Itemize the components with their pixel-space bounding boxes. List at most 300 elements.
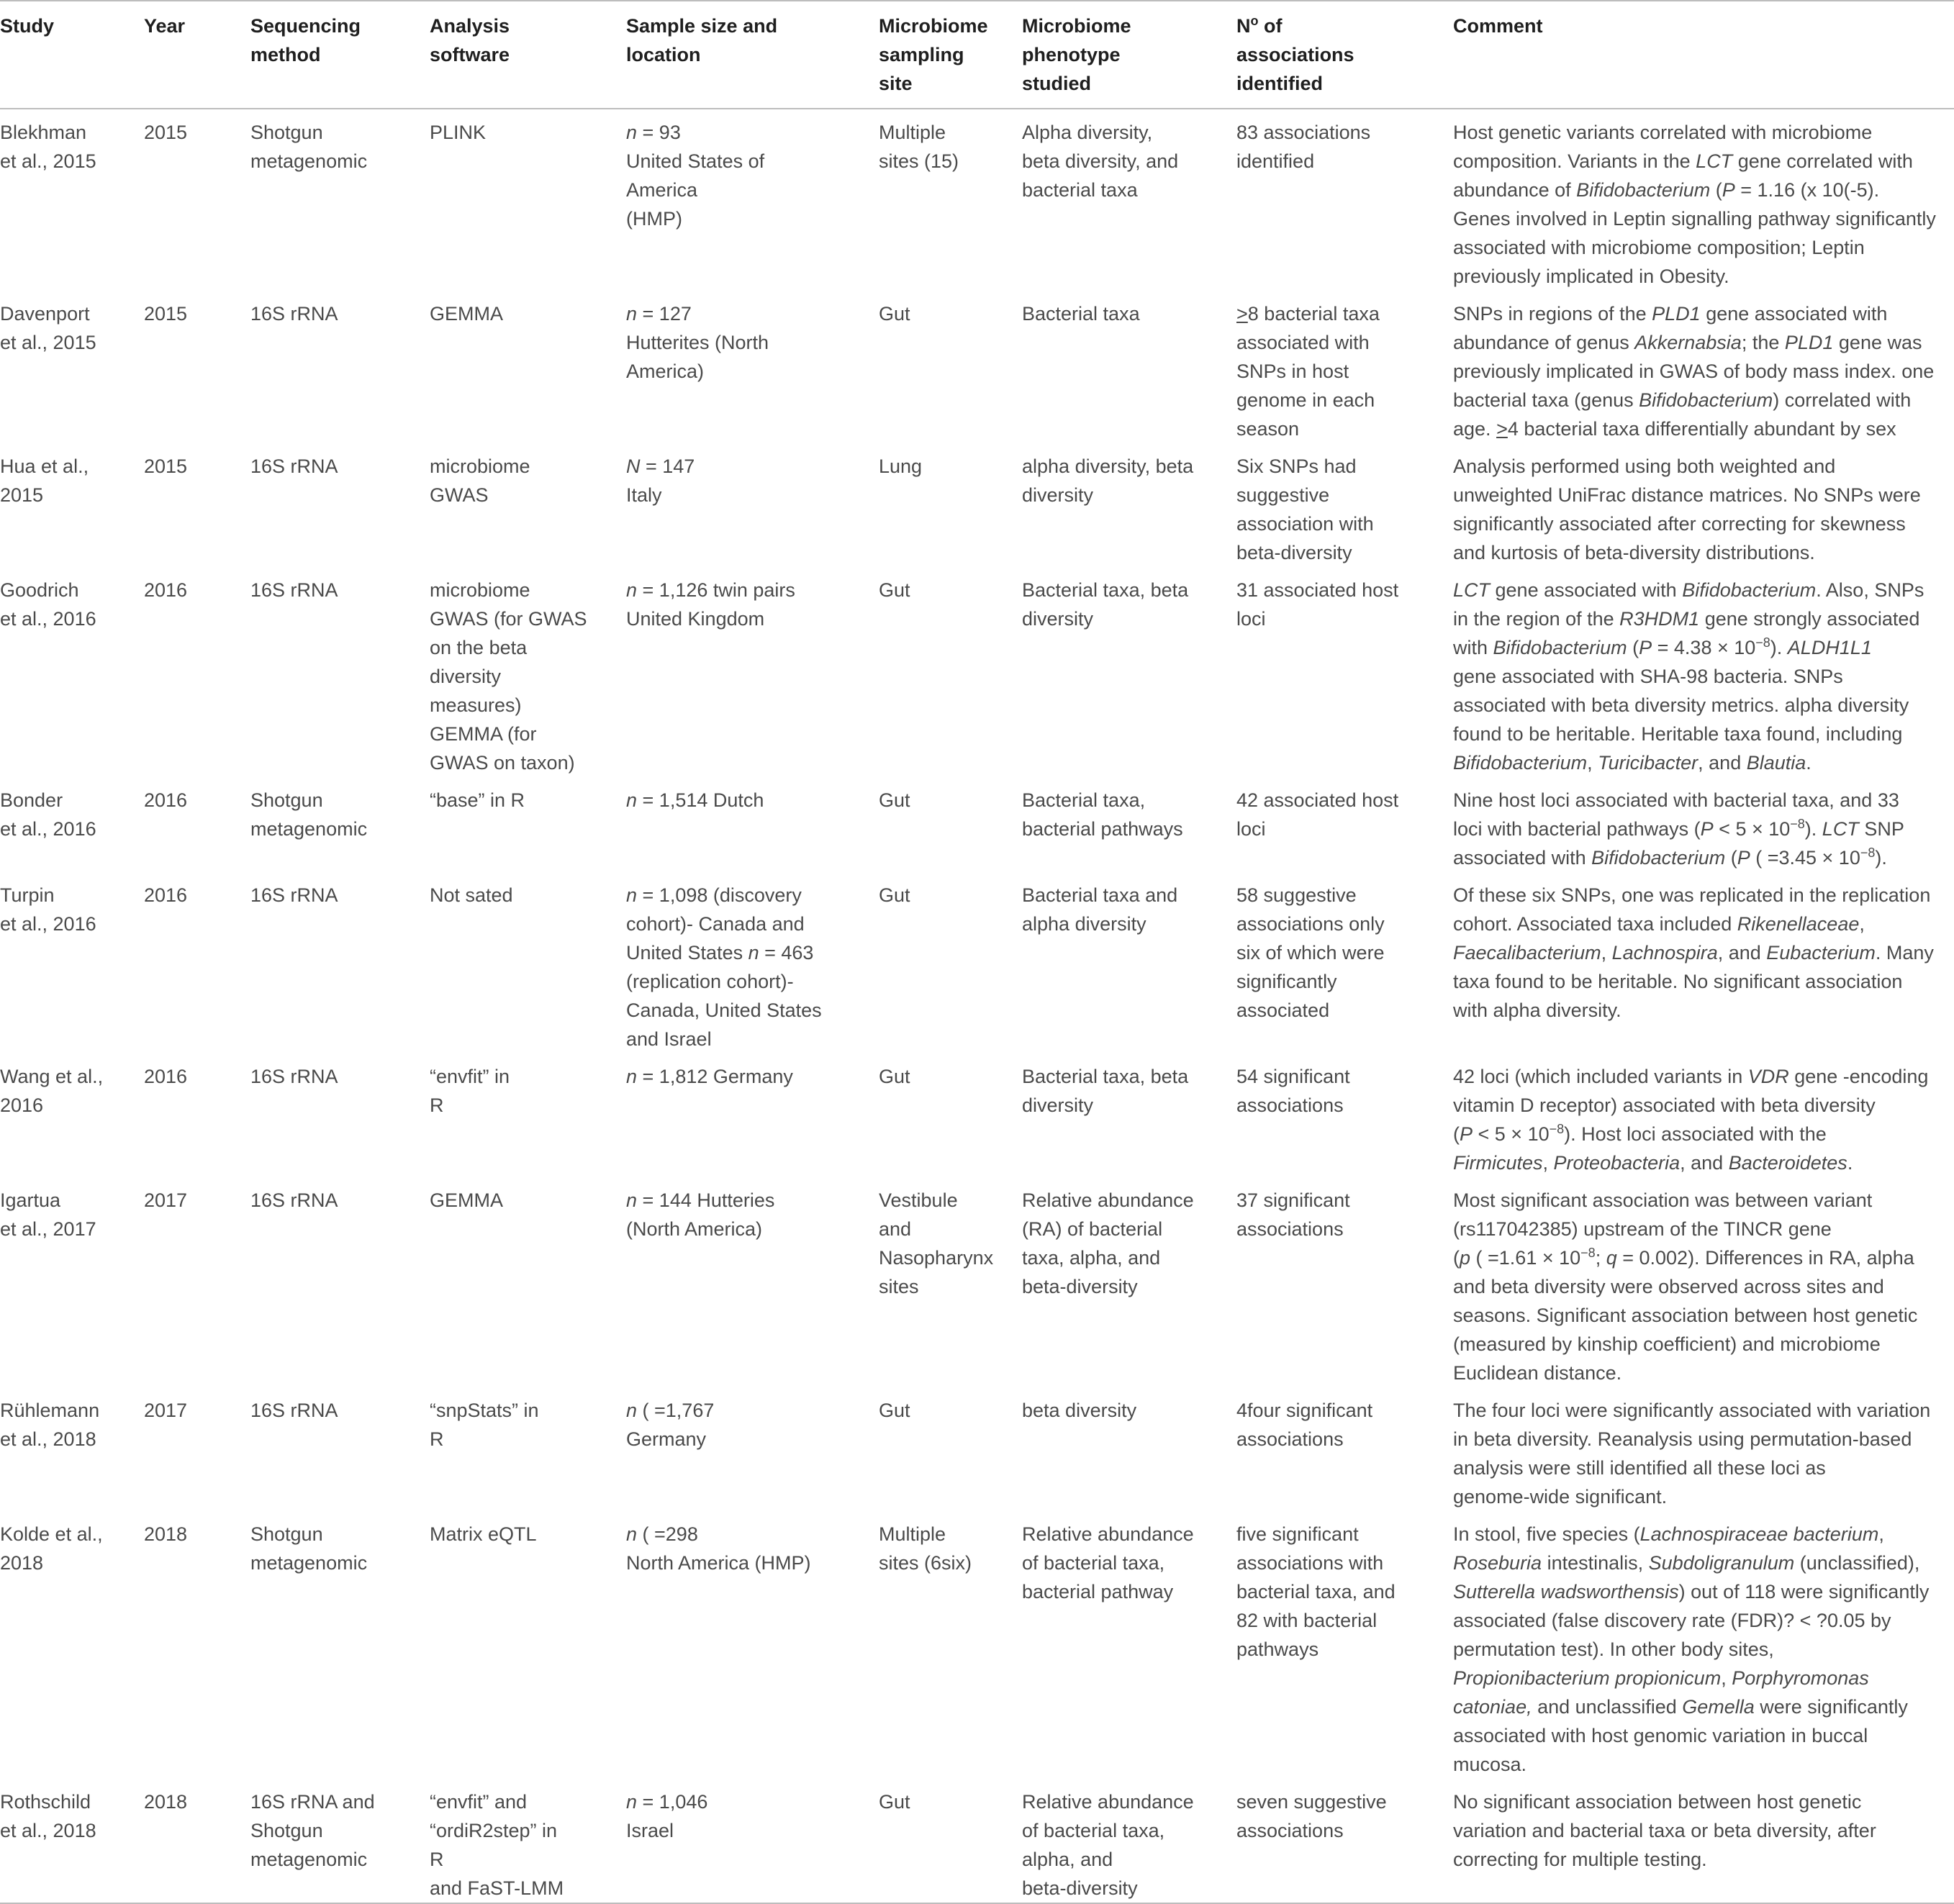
cell-sample xyxy=(626,291,879,443)
cell-phenotype xyxy=(1022,777,1236,872)
cell-line: 2015 xyxy=(144,122,188,143)
cell-line: associations xyxy=(1236,1820,1344,1841)
cell-line: In stool, five species (Lachnospiraceae bacterium, xyxy=(1453,1523,1884,1545)
cell-assoc xyxy=(1236,443,1453,567)
cell-line: (measured by kinship coefficient) and microbiome xyxy=(1453,1333,1881,1355)
cell-line: Not sated xyxy=(430,884,513,906)
column-header-line: associations xyxy=(1236,44,1354,65)
cell-line: 82 with bacterial xyxy=(1236,1610,1378,1631)
cell-line: “envfit” and xyxy=(430,1791,528,1813)
cell-line: Bonder xyxy=(0,789,63,811)
cell-line: et al., 2016 xyxy=(0,818,96,840)
cell-line: et al., 2017 xyxy=(0,1218,96,1240)
table-row xyxy=(0,777,1954,872)
cell-line: loci xyxy=(1236,818,1266,840)
cell-software xyxy=(430,1177,626,1387)
cell-software xyxy=(430,443,626,567)
cell-line: previously implicated in GWAS of body mass index. one xyxy=(1453,361,1935,382)
cell-line: Shotgun xyxy=(250,1820,323,1841)
cell-line: Igartua xyxy=(0,1189,61,1211)
cell-study xyxy=(0,777,144,872)
cell-line: 2016 xyxy=(144,1066,188,1087)
cell-line: seven suggestive xyxy=(1236,1791,1387,1813)
cell-sample xyxy=(626,1177,879,1387)
column-header-line: method xyxy=(250,44,321,65)
cell-year xyxy=(144,291,250,443)
cell-line: 16S rRNA xyxy=(250,1189,338,1211)
cell-line: Rühlemann xyxy=(0,1400,100,1421)
cell-site xyxy=(879,1779,1022,1903)
cell-line: associations xyxy=(1236,1094,1344,1116)
cell-line: previously implicated in Obesity. xyxy=(1453,266,1729,287)
table-row xyxy=(0,1053,1954,1177)
cell-line: Gut xyxy=(879,884,910,906)
column-header-line: Comment xyxy=(1453,15,1543,37)
cell-comment xyxy=(1453,1053,1954,1177)
cell-line: 16S rRNA xyxy=(250,455,338,477)
cell-line: North America (HMP) xyxy=(626,1552,811,1574)
cell-line: et al., 2018 xyxy=(0,1428,96,1450)
cell-line: n ( =298 xyxy=(626,1523,698,1545)
cell-line: n = 144 Hutteries xyxy=(626,1189,775,1211)
cell-assoc xyxy=(1236,109,1453,291)
cell-comment xyxy=(1453,109,1954,291)
cell-line: bacterial taxa (genus Bifidobacterium) correlated with xyxy=(1453,389,1912,411)
cell-software xyxy=(430,1387,626,1511)
cell-method xyxy=(250,1177,430,1387)
cell-year xyxy=(144,872,250,1053)
cell-comment xyxy=(1453,1779,1954,1903)
cell-line: Euclidean distance. xyxy=(1453,1362,1622,1384)
column-header-study xyxy=(0,1,144,109)
cell-phenotype xyxy=(1022,872,1236,1053)
cell-method xyxy=(250,1387,430,1511)
cell-line: (RA) of bacterial xyxy=(1022,1218,1163,1240)
cell-line: alpha diversity xyxy=(1022,913,1146,935)
cell-phenotype xyxy=(1022,291,1236,443)
cell-line: (replication cohort)- xyxy=(626,971,794,992)
cell-line: (North America) xyxy=(626,1218,763,1240)
cell-line: taxa, alpha, and xyxy=(1022,1247,1161,1269)
cell-line: 2018 xyxy=(144,1791,188,1813)
cell-line: and FaST-LMM xyxy=(430,1877,564,1899)
column-header-line: Microbiome xyxy=(1022,15,1131,37)
cell-line: GEMMA xyxy=(430,303,504,325)
cell-line: Goodrich xyxy=(0,579,79,601)
cell-line: season xyxy=(1236,418,1300,440)
cell-line: Israel xyxy=(626,1820,674,1841)
cell-line: Host genetic variants correlated with microbiome xyxy=(1453,122,1873,143)
cell-sample xyxy=(626,109,879,291)
column-header-phenotype xyxy=(1022,1,1236,109)
cell-software xyxy=(430,777,626,872)
cell-line: Matrix eQTL xyxy=(430,1523,537,1545)
column-header-line: Microbiome xyxy=(879,15,988,37)
cell-line: Bacterial taxa and xyxy=(1022,884,1178,906)
cell-line: 16S rRNA and xyxy=(250,1791,375,1813)
cell-phenotype xyxy=(1022,567,1236,777)
column-header-line: $N^o$ of xyxy=(1236,14,1283,37)
cell-line: 2015 xyxy=(0,484,44,506)
cell-line: associated with host genomic variation in buccal xyxy=(1453,1725,1868,1746)
cell-line: abundance of Bifidobacterium (P = 1.16 (x 10(-5). xyxy=(1453,179,1880,201)
cell-site xyxy=(879,1387,1022,1511)
cell-line: diversity xyxy=(430,666,502,687)
cell-line: Faecalibacterium, Lachnospira, and Eubacterium. Many xyxy=(1453,942,1934,964)
cell-line: correcting for multiple testing. xyxy=(1453,1849,1707,1870)
cell-line: n = 1,812 Germany xyxy=(626,1066,793,1087)
cell-site xyxy=(879,777,1022,872)
cell-line: et al., 2016 xyxy=(0,608,96,630)
cell-phenotype xyxy=(1022,1053,1236,1177)
cell-study xyxy=(0,567,144,777)
cell-phenotype xyxy=(1022,1387,1236,1511)
cell-assoc xyxy=(1236,777,1453,872)
cell-assoc xyxy=(1236,1177,1453,1387)
cell-study xyxy=(0,1053,144,1177)
cell-line: in beta diversity. Reanalysis using permutation-based xyxy=(1453,1428,1912,1450)
cell-line: significantly xyxy=(1236,971,1337,992)
cell-line: n = 1,098 (discovery xyxy=(626,884,802,906)
cell-line: associated (false discovery rate (FDR)? < ?0.05 by xyxy=(1453,1610,1891,1631)
table-row xyxy=(0,109,1954,291)
column-header-line: studied xyxy=(1022,73,1092,94)
cell-line: 2017 xyxy=(144,1189,188,1211)
cell-line: Roseburia intestinalis, Subdoligranulum (unclassified), xyxy=(1453,1552,1920,1574)
column-header-line: sampling xyxy=(879,44,964,65)
cell-line: metagenomic xyxy=(250,818,368,840)
cell-software xyxy=(430,567,626,777)
cell-sample xyxy=(626,1511,879,1779)
cell-line: Multiple xyxy=(879,122,946,143)
cell-comment xyxy=(1453,443,1954,567)
cell-line: (p ( $=1.61 \times 10^{-8}$; q = 0.002). Differences in RA, alpha xyxy=(1453,1246,1914,1269)
cell-line: United States of xyxy=(626,150,765,172)
cell-line: “snpStats” in xyxy=(430,1400,539,1421)
column-header-software xyxy=(430,1,626,109)
cell-assoc xyxy=(1236,1779,1453,1903)
cell-line: et al., 2015 xyxy=(0,150,96,172)
cell-method xyxy=(250,1779,430,1903)
column-header-assoc xyxy=(1236,1,1453,109)
cell-line: Multiple xyxy=(879,1523,946,1545)
cell-line: et al., 2016 xyxy=(0,913,96,935)
cell-line: (HMP) xyxy=(626,208,682,230)
cell-sample xyxy=(626,1053,879,1177)
cell-line: alpha, and xyxy=(1022,1849,1113,1870)
cell-site xyxy=(879,1177,1022,1387)
cell-line: 42 loci (which included variants in VDR gene -encoding xyxy=(1453,1066,1929,1087)
cell-software xyxy=(430,1511,626,1779)
cell-assoc xyxy=(1236,567,1453,777)
cell-site xyxy=(879,1511,1022,1779)
cell-line: significantly associated after correcting for skewness xyxy=(1453,513,1906,535)
cell-line: 2017 xyxy=(144,1400,188,1421)
cell-line: GWAS (for GWAS xyxy=(430,608,587,630)
cell-line: bacterial taxa xyxy=(1022,179,1138,201)
cell-site xyxy=(879,443,1022,567)
cell-line: beta-diversity xyxy=(1236,542,1352,563)
cell-line: suggestive xyxy=(1236,484,1330,506)
cell-line: n = 1,514 Dutch xyxy=(626,789,764,811)
cell-line: Rothschild xyxy=(0,1791,91,1813)
cell-line: Genes involved in Leptin signalling pathway significantly xyxy=(1453,208,1936,230)
cell-line: LCT gene associated with Bifidobacterium. Also, SNPs xyxy=(1453,579,1924,601)
column-header-line: phenotype xyxy=(1022,44,1121,65)
cell-line: identified xyxy=(1236,150,1315,172)
cell-line: “envfit” in xyxy=(430,1066,510,1087)
cell-line: cohort)- Canada and xyxy=(626,913,805,935)
cell-line: catoniae, and unclassified Gemella were significantly xyxy=(1453,1696,1908,1718)
cell-line: and xyxy=(879,1218,912,1240)
cell-line: age. >4 bacterial taxa differentially abundant by sex xyxy=(1453,418,1896,440)
cell-study xyxy=(0,872,144,1053)
cell-line: diversity xyxy=(1022,608,1094,630)
cell-line: United Kingdom xyxy=(626,608,765,630)
column-header-line: location xyxy=(626,44,701,65)
cell-line: n ( =1,767 xyxy=(626,1400,715,1421)
cell-year xyxy=(144,1511,250,1779)
cell-line: Turpin xyxy=(0,884,55,906)
header-row xyxy=(0,1,1954,109)
column-header-line: Sample size and xyxy=(626,15,778,37)
column-header-comment xyxy=(1453,1,1954,109)
cell-line: and Israel xyxy=(626,1028,712,1050)
cell-line: on the beta xyxy=(430,637,528,658)
cell-line: sites xyxy=(879,1276,919,1297)
cell-line: sites (15) xyxy=(879,150,959,172)
cell-line: pathways xyxy=(1236,1638,1319,1660)
cell-line: Hua et al., xyxy=(0,455,89,477)
cell-line: associated with beta diversity metrics. alpha diversity xyxy=(1453,694,1909,716)
cell-software xyxy=(430,1053,626,1177)
cell-line: America) xyxy=(626,361,705,382)
cell-comment xyxy=(1453,567,1954,777)
cell-method xyxy=(250,1053,430,1177)
cell-line: 83 associations xyxy=(1236,122,1371,143)
cell-method xyxy=(250,567,430,777)
cell-line: Italy xyxy=(626,484,662,506)
cell-line: n = 1,046 xyxy=(626,1791,708,1813)
cell-assoc xyxy=(1236,1511,1453,1779)
cell-line: Relative abundance xyxy=(1022,1189,1194,1211)
cell-line: Bifidobacterium, Turicibacter, and Blautia. xyxy=(1453,752,1811,774)
cell-line: 2016 xyxy=(144,884,188,906)
cell-line: Gut xyxy=(879,1791,910,1813)
cell-line: and kurtosis of beta-diversity distributions. xyxy=(1453,542,1815,563)
cell-assoc xyxy=(1236,1387,1453,1511)
cell-comment xyxy=(1453,291,1954,443)
cell-line: 16S rRNA xyxy=(250,884,338,906)
cell-line: 16S rRNA xyxy=(250,579,338,601)
cell-line: R xyxy=(430,1094,444,1116)
cell-line: 58 suggestive xyxy=(1236,884,1357,906)
cell-line: cohort. Associated taxa included Rikenellaceae, xyxy=(1453,913,1865,935)
cell-line: n = 1,126 twin pairs xyxy=(626,579,795,601)
cell-method xyxy=(250,443,430,567)
cell-line: associations xyxy=(1236,1218,1344,1240)
cell-phenotype xyxy=(1022,1177,1236,1387)
cell-sample xyxy=(626,777,879,872)
cell-line: Gut xyxy=(879,1066,910,1087)
cell-line: diversity xyxy=(1022,1094,1094,1116)
cell-line: and beta diversity were observed across sites and xyxy=(1453,1276,1884,1297)
cell-line: Bacterial taxa, xyxy=(1022,789,1146,811)
cell-line: “base” in R xyxy=(430,789,525,811)
cell-phenotype xyxy=(1022,1511,1236,1779)
cell-line: Gut xyxy=(879,303,910,325)
cell-line: alpha diversity, beta xyxy=(1022,455,1194,477)
cell-comment xyxy=(1453,1511,1954,1779)
cell-assoc xyxy=(1236,872,1453,1053)
cell-line: United States n = 463 xyxy=(626,942,814,964)
cell-study xyxy=(0,291,144,443)
cell-line: beta diversity xyxy=(1022,1400,1137,1421)
table-row xyxy=(0,872,1954,1053)
cell-line: associations with xyxy=(1236,1552,1384,1574)
table-row xyxy=(0,1387,1954,1511)
table-row xyxy=(0,291,1954,443)
cell-line: 2018 xyxy=(0,1552,44,1574)
cell-line: R xyxy=(430,1849,444,1870)
cell-line: SNPs in regions of the PLD1 gene associated with xyxy=(1453,303,1888,325)
cell-line: taxa found to be heritable. No significant association xyxy=(1453,971,1903,992)
cell-comment xyxy=(1453,1177,1954,1387)
column-header-site xyxy=(879,1,1022,109)
cell-line: variation and bacterial taxa or beta diversity, after xyxy=(1453,1820,1876,1841)
cell-line: Propionibacterium propionicum, Porphyromonas xyxy=(1453,1667,1869,1689)
cell-line: Vestibule xyxy=(879,1189,958,1211)
cell-line: gene associated with SHA-98 bacteria. SNPs xyxy=(1453,666,1843,687)
cell-line: Wang et al., xyxy=(0,1066,104,1087)
column-header-line: identified xyxy=(1236,73,1323,94)
cell-line: Gut xyxy=(879,579,910,601)
cell-line: Nasopharynx xyxy=(879,1247,994,1269)
cell-line: bacterial pathway xyxy=(1022,1581,1174,1602)
cell-assoc xyxy=(1236,1053,1453,1177)
cell-line: n = 93 xyxy=(626,122,681,143)
cell-site xyxy=(879,291,1022,443)
cell-line: associated with Bifidobacterium (P ( $=3.45 \times 10^{-8}$). xyxy=(1453,846,1887,869)
cell-line: 2016 xyxy=(144,579,188,601)
cell-line: $(P < 5 \times 10^{-8})$. Host loci associated with the xyxy=(1453,1122,1827,1145)
cell-site xyxy=(879,872,1022,1053)
cell-line: Shotgun xyxy=(250,789,323,811)
cell-year xyxy=(144,1387,250,1511)
cell-line: six of which were xyxy=(1236,942,1385,964)
cell-line: Shotgun xyxy=(250,122,323,143)
cell-line: measures) xyxy=(430,694,522,716)
cell-line: et al., 2015 xyxy=(0,332,96,353)
cell-line: Hutterites (North xyxy=(626,332,769,353)
cell-line: Of these six SNPs, one was replicated in the replication xyxy=(1453,884,1931,906)
cell-line: Gut xyxy=(879,789,910,811)
cell-line: Blekhman xyxy=(0,122,87,143)
cell-line: permutation test). In other body sites, xyxy=(1453,1638,1774,1660)
cell-phenotype xyxy=(1022,1779,1236,1903)
cell-line: Lung xyxy=(879,455,923,477)
cell-line: Six SNPs had xyxy=(1236,455,1357,477)
cell-line: beta-diversity xyxy=(1022,1276,1138,1297)
cell-line: bacterial pathways xyxy=(1022,818,1183,840)
cell-line: Relative abundance xyxy=(1022,1791,1194,1813)
cell-line: Most significant association was between variant xyxy=(1453,1189,1873,1211)
cell-year xyxy=(144,443,250,567)
cell-line: metagenomic xyxy=(250,150,368,172)
cell-line: diversity xyxy=(1022,484,1094,506)
table-body xyxy=(0,109,1954,1903)
table-row xyxy=(0,567,1954,777)
cell-line: Davenport xyxy=(0,303,90,325)
cell-study xyxy=(0,109,144,291)
cell-line: loci with bacterial pathways $(P < 5 \times 10^{-8})$. LCT SNP xyxy=(1453,817,1904,840)
cell-line: of bacterial taxa, xyxy=(1022,1552,1165,1574)
table-row xyxy=(0,1511,1954,1779)
cell-line: unweighted UniFrac distance matrices. No SNPs were xyxy=(1453,484,1921,506)
cell-line: 16S rRNA xyxy=(250,1066,338,1087)
cell-line: associated with xyxy=(1236,332,1370,353)
column-header-method xyxy=(250,1,430,109)
cell-line: Analysis performed using both weighted and xyxy=(1453,455,1836,477)
cell-line: associated xyxy=(1236,999,1330,1021)
cell-line: 31 associated host xyxy=(1236,579,1399,601)
cell-line: GEMMA (for xyxy=(430,723,537,745)
cell-sample xyxy=(626,872,879,1053)
cell-line: Canada, United States xyxy=(626,999,822,1021)
column-header-line: software xyxy=(430,44,510,65)
cell-line: 37 significant xyxy=(1236,1189,1350,1211)
cell-line: 54 significant xyxy=(1236,1066,1350,1087)
cell-line: >8 bacterial taxa xyxy=(1236,303,1380,325)
cell-line: loci xyxy=(1236,608,1266,630)
cell-line: Firmicutes, Proteobacteria, and Bacteroidetes. xyxy=(1453,1152,1853,1174)
cell-line: 2015 xyxy=(144,303,188,325)
cell-line: beta diversity, and xyxy=(1022,150,1179,172)
cell-line: 2016 xyxy=(144,789,188,811)
cell-method xyxy=(250,777,430,872)
cell-line: Relative abundance xyxy=(1022,1523,1194,1545)
cell-line: 4four significant xyxy=(1236,1400,1373,1421)
cell-line: Sutterella wadsworthensis) out of 118 were significantly xyxy=(1453,1581,1930,1602)
cell-line: mucosa. xyxy=(1453,1754,1527,1775)
cell-line: GEMMA xyxy=(430,1189,504,1211)
column-header-line: Sequencing xyxy=(250,15,361,37)
cell-line: association with xyxy=(1236,513,1374,535)
cell-site xyxy=(879,1053,1022,1177)
cell-line: genome in each xyxy=(1236,389,1375,411)
cell-site xyxy=(879,567,1022,777)
cell-line: “ordiR2step” in xyxy=(430,1820,558,1841)
cell-sample xyxy=(626,567,879,777)
cell-year xyxy=(144,567,250,777)
cell-study xyxy=(0,1511,144,1779)
cell-line: n = 127 xyxy=(626,303,692,325)
column-header-line: Year xyxy=(144,15,186,37)
cell-line: America xyxy=(626,179,698,201)
cell-line: No significant association between host genetic xyxy=(1453,1791,1862,1813)
cell-line: GWAS xyxy=(430,484,489,506)
cell-line: with Bifidobacterium $(P = 4.38 \times 10^{-8})$. ALDH1L1 xyxy=(1453,635,1872,658)
cell-line: genome-wide significant. xyxy=(1453,1486,1668,1508)
column-header-line: Analysis xyxy=(430,15,510,37)
cell-method xyxy=(250,1511,430,1779)
cell-method xyxy=(250,109,430,291)
cell-line: metagenomic xyxy=(250,1849,368,1870)
cell-line: sites (6six) xyxy=(879,1552,972,1574)
cell-line: Alpha diversity, xyxy=(1022,122,1153,143)
table-header xyxy=(0,1,1954,109)
cell-line: microbiome xyxy=(430,455,530,477)
